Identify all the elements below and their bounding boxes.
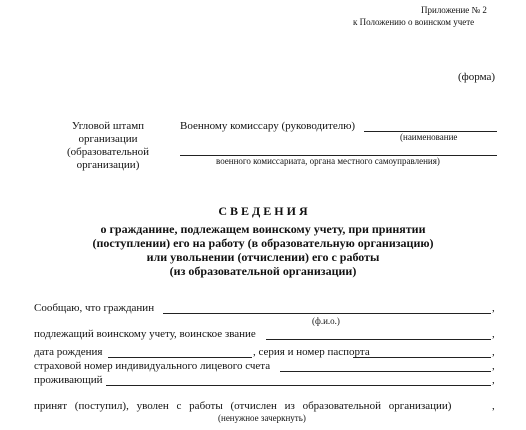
- form-label: (форма): [458, 71, 496, 83]
- military-rank-line[interactable]: [266, 339, 491, 340]
- passport-line[interactable]: [353, 357, 491, 358]
- residing-label: проживающий: [34, 374, 103, 386]
- comma: ,: [492, 374, 495, 386]
- title-subline: (из образовательной организации): [169, 264, 357, 278]
- residing-line[interactable]: [106, 385, 491, 386]
- addressee-commissariat-hint: военного комиссариата, органа местного самоуправления): [216, 156, 440, 166]
- strike-hint: (ненужное зачеркнуть): [218, 413, 306, 423]
- fio-hint: (ф.и.о.): [312, 316, 340, 326]
- appendix-number: Приложение № 2: [421, 5, 487, 15]
- title-subline: или увольнении (отчислении) его с работы: [146, 250, 380, 264]
- corner-stamp-line: Угловой штамп: [71, 120, 145, 132]
- birth-date-line[interactable]: [108, 357, 252, 358]
- addressee-label: Военному комиссару (руководителю): [180, 120, 356, 132]
- title-subline: (поступлении) его на работу (в образовательную организацию): [92, 236, 434, 250]
- comma: ,: [492, 328, 495, 340]
- comma: ,: [492, 360, 495, 372]
- citizen-name-line[interactable]: [163, 313, 491, 314]
- title-subline: о гражданине, подлежащем воинскому учету, при принятии: [100, 222, 426, 236]
- comma: ,: [492, 400, 495, 412]
- addressee-name-hint: (наименование: [400, 132, 458, 142]
- hired-fired-text: принят (поступил), уволен с работы (отчислен из образовательной организации): [34, 400, 452, 412]
- snils-line[interactable]: [280, 371, 491, 372]
- corner-stamp-line: организации): [76, 159, 140, 171]
- citizen-label: Сообщаю, что гражданин: [34, 302, 155, 314]
- comma: ,: [492, 302, 495, 314]
- corner-stamp-line: организации: [78, 133, 138, 145]
- document-title: С В Е Д Е Н И Я: [218, 204, 308, 218]
- snils-label: страховой номер индивидуального лицевого счета: [34, 360, 271, 372]
- passport-label: , серия и номер паспорта: [253, 346, 370, 358]
- appendix-reference: к Положению о воинском учете: [353, 17, 475, 27]
- birth-date-label: дата рождения: [34, 346, 103, 358]
- military-rank-label: подлежащий воинскому учету, воинское звание: [34, 328, 256, 340]
- comma: ,: [492, 346, 495, 358]
- corner-stamp-line: (образовательной: [66, 146, 150, 158]
